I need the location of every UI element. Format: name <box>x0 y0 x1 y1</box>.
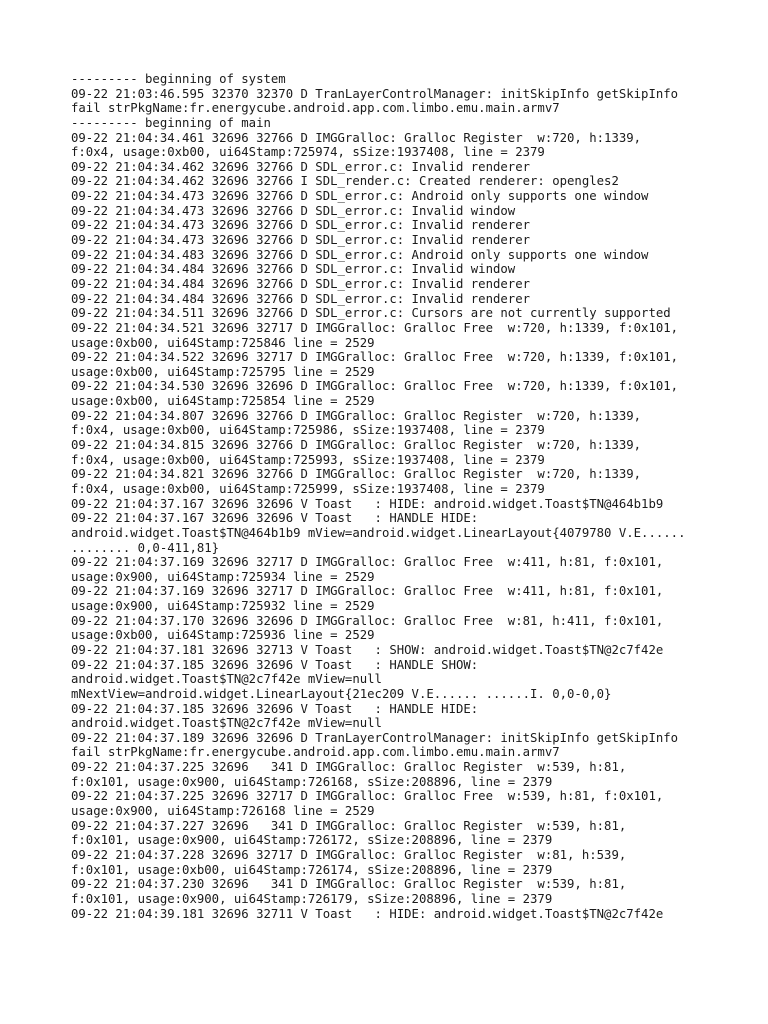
log-line: fail strPkgName:fr.energycube.android.app.com.limbo.emu.main.armv7 <box>71 745 560 760</box>
log-line: 09-22 21:04:34.462 32696 32766 I SDL_render.c: Created renderer: opengles2 <box>71 174 619 189</box>
log-line: android.widget.Toast$TN@2c7f42e mView=null <box>71 716 382 731</box>
log-line: 09-22 21:04:34.821 32696 32766 D IMGGralloc: Gralloc Register w:720, h:1339, <box>71 467 642 482</box>
log-line: --------- beginning of system <box>71 72 286 86</box>
log-line: android.widget.Toast$TN@464b1b9 mView=android.widget.LinearLayout{4079780 V.E...... <box>71 525 686 540</box>
log-line: f:0x4, usage:0xb00, ui64Stamp:725999, sSize:1937408, line = 2379 <box>71 481 545 496</box>
log-line: f:0x4, usage:0xb00, ui64Stamp:725986, sSize:1937408, line = 2379 <box>71 423 545 438</box>
log-line: usage:0x900, ui64Stamp:726168 line = 2529 <box>71 804 375 819</box>
log-line: mNextView=android.widget.LinearLayout{21ec209 V.E...... ......I. 0,0-0,0} <box>71 686 612 701</box>
log-line: f:0x101, usage:0x900, ui64Stamp:726179, sSize:208896, line = 2379 <box>71 891 553 906</box>
log-line: ........ 0,0-411,81} <box>71 540 220 555</box>
log-line: 09-22 21:04:39.181 32696 32711 V Toast : HIDE: android.widget.Toast$TN@2c7f42e <box>71 906 664 921</box>
log-line: 09-22 21:03:46.595 32370 32370 D TranLayerControlManager: initSkipInfo getSkipInfo <box>71 86 679 101</box>
log-line: 09-22 21:04:34.484 32696 32766 D SDL_error.c: Invalid window <box>71 262 516 277</box>
log-line: 09-22 21:04:34.530 32696 32696 D IMGGralloc: Gralloc Free w:720, h:1339, f:0x101, <box>71 379 679 394</box>
log-line: 09-22 21:04:37.185 32696 32696 V Toast : HANDLE SHOW: <box>71 657 479 672</box>
log-line: 09-22 21:04:34.483 32696 32766 D SDL_error.c: Android only supports one window <box>71 247 649 262</box>
log-line: 09-22 21:04:37.225 32696 341 D IMGGralloc: Gralloc Register w:539, h:81, <box>71 760 627 775</box>
log-line: 09-22 21:04:37.181 32696 32713 V Toast : SHOW: android.widget.Toast$TN@2c7f42e <box>71 642 664 657</box>
log-line: 09-22 21:04:34.462 32696 32766 D SDL_error.c: Invalid renderer <box>71 159 531 174</box>
log-line: 09-22 21:04:34.484 32696 32766 D SDL_error.c: Invalid renderer <box>71 291 531 306</box>
log-line: f:0x101, usage:0x900, ui64Stamp:726172, sSize:208896, line = 2379 <box>71 833 553 848</box>
log-line: 09-22 21:04:34.473 32696 32766 D SDL_error.c: Invalid renderer <box>71 218 531 233</box>
log-line: f:0x4, usage:0xb00, ui64Stamp:725974, sSize:1937408, line = 2379 <box>71 145 545 160</box>
log-line: 09-22 21:04:37.185 32696 32696 V Toast : HANDLE HIDE: <box>71 701 479 716</box>
log-line: 09-22 21:04:37.167 32696 32696 V Toast : HANDLE HIDE: <box>71 511 479 526</box>
log-line: 09-22 21:04:34.473 32696 32766 D SDL_error.c: Invalid window <box>71 203 516 218</box>
log-line: 09-22 21:04:34.815 32696 32766 D IMGGralloc: Gralloc Register w:720, h:1339, <box>71 438 642 453</box>
log-line: usage:0xb00, ui64Stamp:725846 line = 2529 <box>71 335 375 350</box>
log-line: 09-22 21:04:37.169 32696 32717 D IMGGralloc: Gralloc Free w:411, h:81, f:0x101, <box>71 584 664 599</box>
log-line: f:0x4, usage:0xb00, ui64Stamp:725993, sSize:1937408, line = 2379 <box>71 452 545 467</box>
log-line: 09-22 21:04:37.167 32696 32696 V Toast : HIDE: android.widget.Toast$TN@464b1b9 <box>71 496 664 511</box>
log-line: 09-22 21:04:37.227 32696 341 D IMGGralloc: Gralloc Register w:539, h:81, <box>71 818 627 833</box>
log-line: usage:0xb00, ui64Stamp:725854 line = 2529 <box>71 394 375 409</box>
log-line: android.widget.Toast$TN@2c7f42e mView=null <box>71 672 382 687</box>
log-line: usage:0xb00, ui64Stamp:725936 line = 2529 <box>71 628 375 643</box>
log-line: 09-22 21:04:34.473 32696 32766 D SDL_error.c: Invalid renderer <box>71 233 531 248</box>
logcat-text <box>71 72 701 921</box>
log-line: fail strPkgName:fr.energycube.android.app.com.limbo.emu.main.armv7 <box>71 101 560 116</box>
log-line: 09-22 21:04:37.230 32696 341 D IMGGralloc: Gralloc Register w:539, h:81, <box>71 877 627 892</box>
log-line: 09-22 21:04:34.461 32696 32766 D IMGGralloc: Gralloc Register w:720, h:1339, <box>71 130 642 145</box>
log-line: 09-22 21:04:34.521 32696 32717 D IMGGralloc: Gralloc Free w:720, h:1339, f:0x101, <box>71 320 679 335</box>
log-line: usage:0x900, ui64Stamp:725932 line = 2529 <box>71 599 375 614</box>
log-line: 09-22 21:04:34.473 32696 32766 D SDL_error.c: Android only supports one window <box>71 189 649 204</box>
log-line: f:0x101, usage:0x900, ui64Stamp:726168, sSize:208896, line = 2379 <box>71 774 553 789</box>
log-line: 09-22 21:04:37.225 32696 32717 D IMGGralloc: Gralloc Free w:539, h:81, f:0x101, <box>71 789 664 804</box>
log-line: 09-22 21:04:34.484 32696 32766 D SDL_error.c: Invalid renderer <box>71 276 531 291</box>
log-line: 09-22 21:04:37.169 32696 32717 D IMGGralloc: Gralloc Free w:411, h:81, f:0x101, <box>71 555 664 570</box>
log-line: usage:0xb00, ui64Stamp:725795 line = 2529 <box>71 364 375 379</box>
log-line: 09-22 21:04:34.807 32696 32766 D IMGGralloc: Gralloc Register w:720, h:1339, <box>71 408 642 423</box>
log-line: 09-22 21:04:37.189 32696 32696 D TranLayerControlManager: initSkipInfo getSkipInfo <box>71 730 679 745</box>
log-line: --------- beginning of main <box>71 115 271 130</box>
log-line: 09-22 21:04:37.170 32696 32696 D IMGGralloc: Gralloc Free w:81, h:411, f:0x101, <box>71 613 664 628</box>
log-line: usage:0x900, ui64Stamp:725934 line = 2529 <box>71 569 375 584</box>
log-line: 09-22 21:04:37.228 32696 32717 D IMGGralloc: Gralloc Register w:81, h:539, <box>71 847 627 862</box>
log-line: f:0x101, usage:0xb00, ui64Stamp:726174, sSize:208896, line = 2379 <box>71 862 553 877</box>
log-line: 09-22 21:04:34.522 32696 32717 D IMGGralloc: Gralloc Free w:720, h:1339, f:0x101, <box>71 350 679 365</box>
log-line: 09-22 21:04:34.511 32696 32766 D SDL_error.c: Cursors are not currently supported <box>71 306 671 321</box>
